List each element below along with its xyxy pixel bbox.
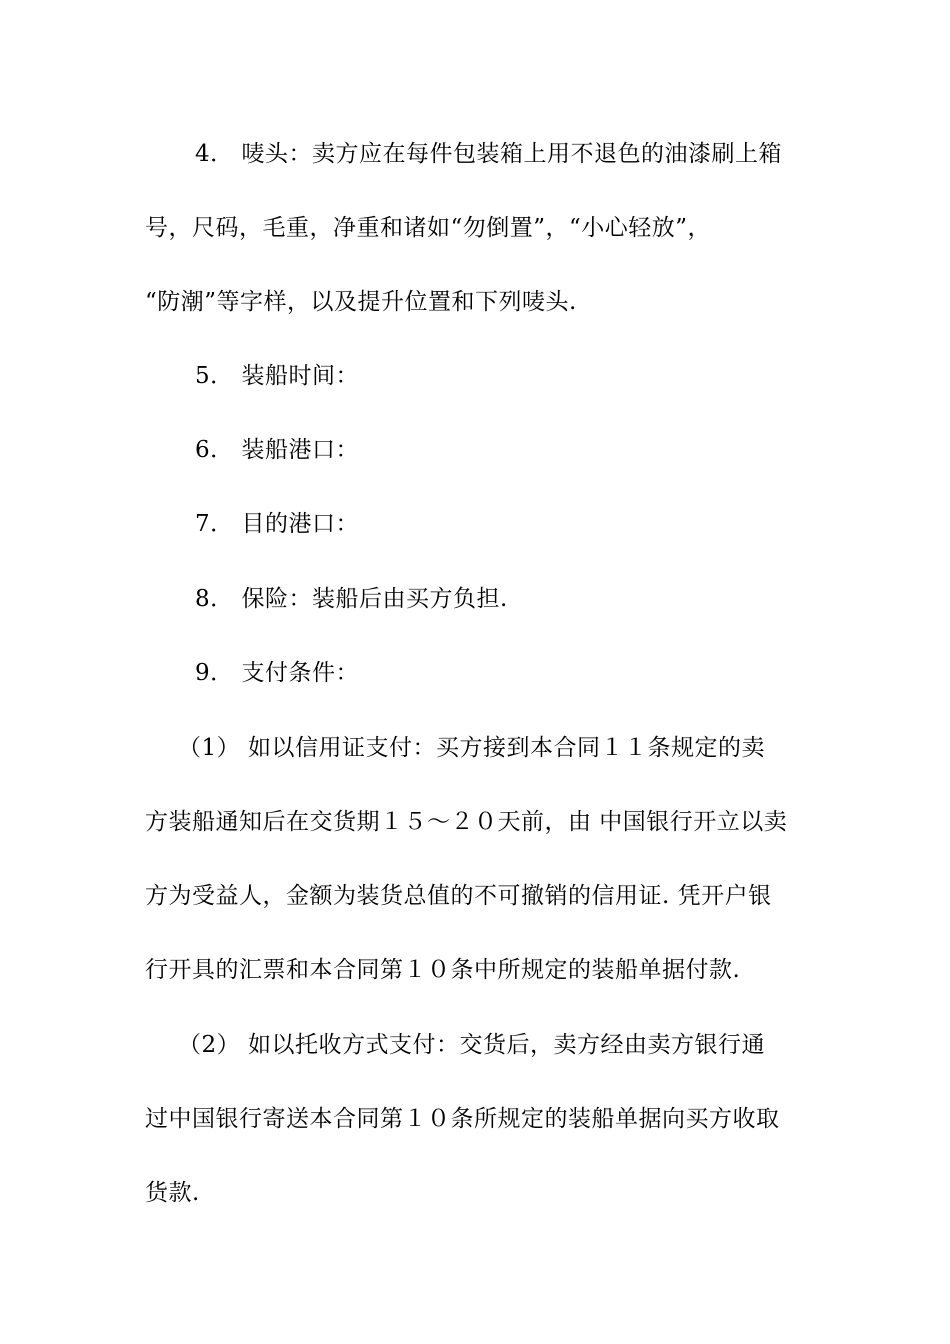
clause-4-line-3: “防潮”等字样，以及提升位置和下列唛头. bbox=[145, 289, 577, 315]
clause-9-1-line-3: 方为受益人，金额为装货总值的不可撤销的信用证. 凭开户银 bbox=[145, 883, 772, 909]
clause-8-text: 8． 保险：装船后由买方负担. bbox=[195, 586, 508, 612]
clause-6-text: 6． 装船港口： bbox=[195, 437, 359, 463]
clause-4-line-1: 4． 唛头：卖方应在每件包装箱上用不退色的油漆刷上箱 bbox=[195, 141, 782, 167]
clause-9-2-line-1: （2） 如以托收方式支付：交货后，卖方经由卖方银行通 bbox=[178, 1032, 765, 1058]
clause-8-insurance bbox=[145, 562, 810, 636]
clause-9-payment-terms bbox=[145, 636, 810, 710]
clause-5-text: 5． 装船时间： bbox=[195, 363, 359, 389]
clause-9-1-line-1: （1） 如以信用证支付：买方接到本合同１１条规定的卖 bbox=[178, 735, 765, 761]
clause-9-2-collection bbox=[145, 1008, 810, 1230]
clause-7-destination-port bbox=[145, 487, 810, 561]
clause-9-text: 9． 支付条件： bbox=[195, 660, 359, 686]
clause-5-shipment-time bbox=[145, 339, 810, 413]
clause-9-2-line-2: 过中国银行寄送本合同第１０条所规定的装船单据向买方收取 bbox=[145, 1106, 780, 1132]
clause-4-line-2: 号，尺码，毛重，净重和诸如“勿倒置”，“小心轻放”， bbox=[145, 215, 712, 241]
clause-9-2-line-3: 货款. bbox=[145, 1180, 200, 1206]
clause-7-text: 7． 目的港口： bbox=[195, 511, 359, 537]
clause-9-1-line-4: 行开具的汇票和本合同第１０条中所规定的装船单据付款. bbox=[145, 957, 741, 983]
clause-6-loading-port bbox=[145, 413, 810, 487]
clause-9-1-line-2: 方装船通知后在交货期１５～２０天前，由 中国银行开立以卖 bbox=[145, 809, 788, 835]
clause-4-marking bbox=[145, 117, 810, 339]
clause-9-1-letter-of-credit bbox=[145, 711, 810, 1007]
